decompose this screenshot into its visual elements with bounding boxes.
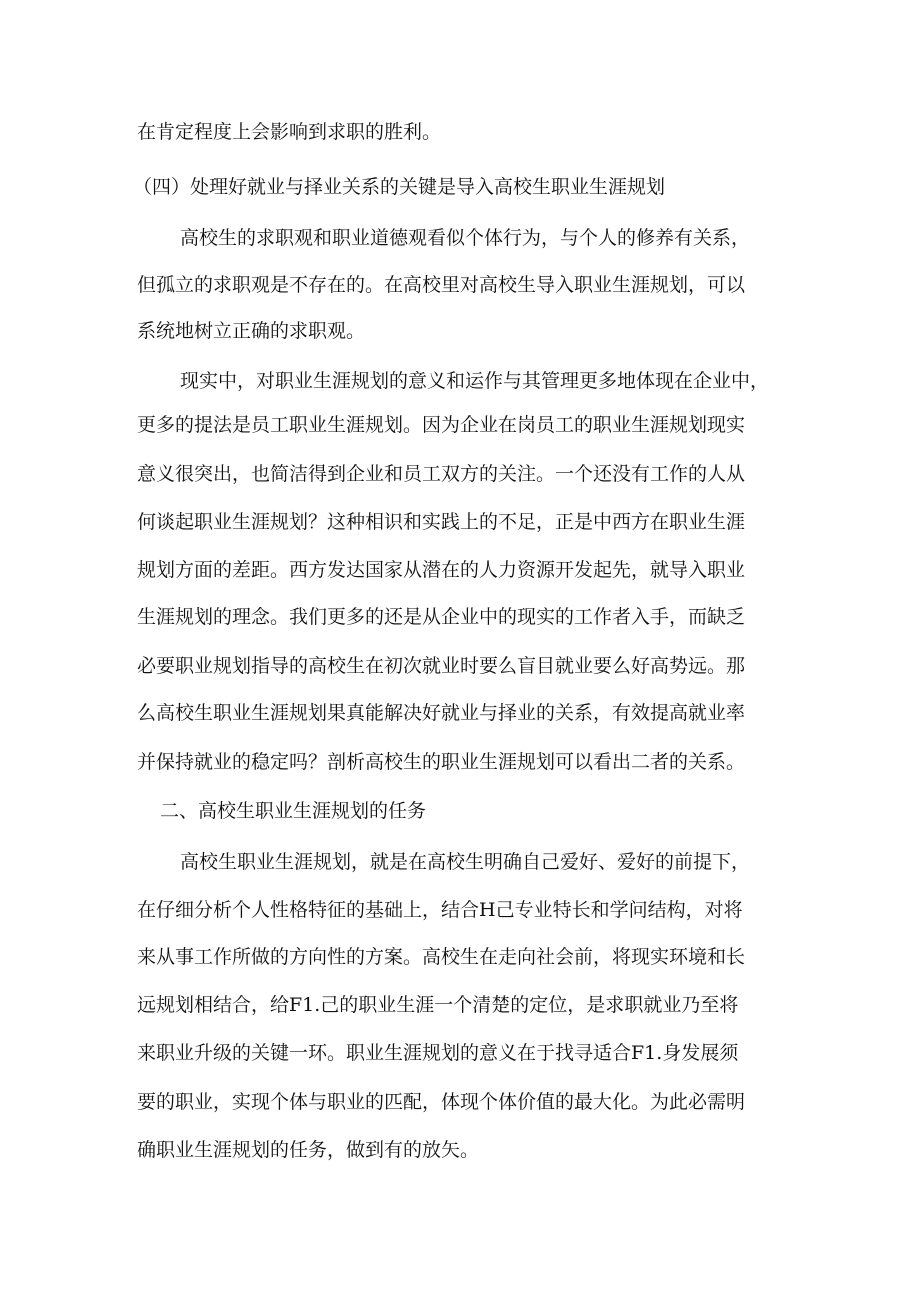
text-line-17: 在仔细分析个人性格特征的基础上，结合H己专业特长和学问结构，对将: [137, 899, 743, 921]
text-line-9: 何谈起职业生涯规划？这种相识和实践上的不足，正是中西方在职业生涯: [137, 511, 746, 533]
text-line-1: 在肯定程度上会影响到求职的胜利。: [137, 121, 442, 143]
text-line-3: 高校生的求职观和职业道德观看似个体行为，与个人的修养有关系，: [180, 227, 751, 249]
section-heading-2: 二、高校生职业生涯规划的任务: [160, 800, 427, 822]
text-line-6: 现实中，对职业生涯规划的意义和运作与其管理更多地体现在企业中，: [180, 370, 770, 392]
text-line-5: 系统地树立正确的求职观。: [137, 320, 366, 342]
text-line-18: 来从事工作所做的方向性的方案。高校生在走向社会前，将现实环境和长: [137, 946, 746, 968]
text-line-21: 要的职业，实现个体与职业的匹配，体现个体价值的最大化。为此必需明: [137, 1091, 746, 1113]
text-line-12: 必要职业规划指导的高校生在初次就业时要么盲目就业要么好高势远。那: [137, 655, 746, 677]
section-heading-4: （四）处理好就业与择业关系的关键是导入高校生职业生涯规划: [133, 176, 666, 198]
text-line-7: 更多的提法是员工职业生涯规划。因为企业在岗员工的职业生涯规划现实: [137, 414, 746, 436]
text-line-8: 意义很突出，也简洁得到企业和员工双方的关注。一个还没有工作的人从: [137, 463, 746, 485]
text-line-22: 确职业生涯规划的任务，做到有的放矢。: [137, 1139, 480, 1161]
text-line-14: 并保持就业的稳定吗？剖析高校生的职业生涯规划可以看出二者的关系。: [137, 751, 746, 773]
text-line-16: 高校生职业生涯规划，就是在高校生明确自己爱好、爱好的前提下，: [180, 851, 751, 873]
text-line-4: 但孤立的求职观是不存在的。在高校里对高校生导入职业生涯规划，可以: [137, 274, 746, 296]
text-line-20: 来职业升级的关键一环。职业生涯规划的意义在于找寻适合F1.身发展须: [137, 1042, 739, 1064]
text-line-13: 么高校生职业生涯规划果真能解决好就业与择业的关系，有效提高就业率: [137, 702, 746, 724]
text-line-10: 规划方面的差距。西方发达国家从潜在的人力资源开发起先，就导入职业: [137, 559, 746, 581]
text-line-19: 远规划相结合，给F1.己的职业生涯一个清楚的定位，是求职就业乃至将: [137, 994, 739, 1016]
text-line-11: 生涯规划的理念。我们更多的还是从企业中的现实的工作者入手，而缺乏: [137, 606, 746, 628]
